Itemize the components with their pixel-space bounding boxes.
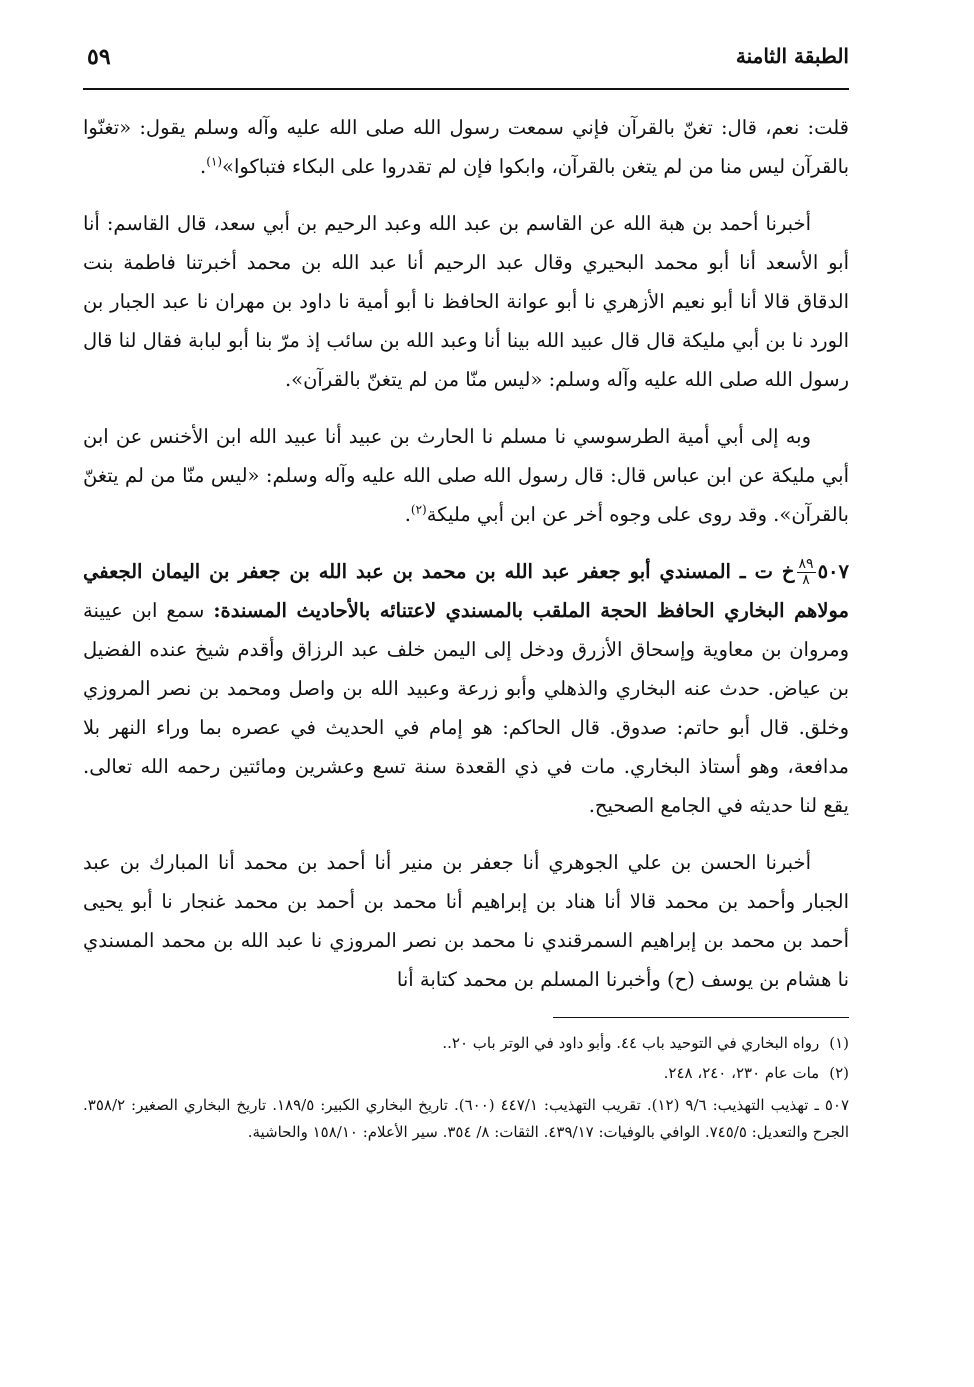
paragraph-3-text: وبه إلى أبي أمية الطرسوسي نا مسلم نا الحارث بن عبيد أنا عبيد الله ابن الأخنس عن ابن أبي مليكة عن ابن عباس قال: قال رسول الله صلى الله عليه وآله وسلم: «ليس منّا من لم يتغنّ بالقرآن». وقد روى على وجوه أخر عن ابن أبي مليكة <box>83 425 849 526</box>
paragraph-1-text: قلت: نعم، قال: تغنّ بالقرآن فإني سمعت رسول الله صلى الله عليه وآله وسلم يقول: «تغنّوا بالقرآن ليس منا من لم يتغن بالقرآن، وابكوا فإن لم تقدروا على البكاء فتباكوا» <box>83 116 849 178</box>
entry-number: ٥٠٧ <box>817 560 849 583</box>
running-title: الطبقة الثامنة <box>735 44 849 68</box>
page-number: ٥٩ <box>87 44 111 70</box>
entry-fraction-denominator: ٨ <box>802 572 810 588</box>
entry-heading: خ ت ـ المسندي أبو جعفر عبد الله بن محمد بن عبد الله بن جعفر بن اليمان الجعفي مولاهم البخاري الحافظ الحجة الملقب بالمسندي لاعتنائه بالأحاديث المسندة: <box>83 560 849 622</box>
entry-fraction <box>797 557 816 588</box>
footnotes <box>83 1028 849 1088</box>
footnote-divider <box>553 1017 849 1018</box>
footnote-1-text: رواه البخاري في التوحيد باب ٤٤. وأبو داود في الوتر باب ٢٠.. <box>442 1034 820 1052</box>
source-references: ٥٠٧ ـ تهذيب التهذيب: ٩/٦ (١٢). تقريب التهذيب: ٤٤٧/١ (٦٠٠). تاريخ البخاري الكبير: ١٨٩/٥. تاريخ البخاري الصغير: ٣٥٨/٢. الجرح والتعديل: ٧٤٥/٥. الوافي بالوفيات: ٤٣٩/١٧. الثقات: ٨/ ٣٥٤. سير الأعلام: ١٥٨/١٠ والحاشية. <box>83 1096 849 1141</box>
footnote-2-marker: (٢) <box>829 1064 849 1082</box>
footnote-2 <box>83 1058 849 1088</box>
book-page <box>83 36 849 1356</box>
main-text <box>83 108 849 999</box>
footnote-ref-2: (٢) <box>410 502 427 517</box>
biography-entry <box>83 552 849 825</box>
footnote-1 <box>83 1028 849 1058</box>
paragraph-2: أخبرنا أحمد بن هبة الله عن القاسم بن عبد الله وعبد الرحيم بن أبي سعد، قال القاسم: أنا أبو الأسعد أنا أبو محمد البحيري وقال عبد الرحيم أنا عبد الله بن محمد أخبرتنا فاطمة بنت الدقاق قالا أنا أبو نعيم الأزهري نا أبو عوانة الحافظ نا أبو أمية نا داود بن مهران نا عبد الجبار بن الورد نا بن أبي مليكة قال قال عبيد الله بينا أنا وعبد الله بن سائب إذ مرّ بنا أبو لبابة فقال لنا قال رسول الله صلى الله عليه وآله وسلم: «ليس منّا من لم يتغنّ بالقرآن». <box>83 212 849 391</box>
entry-fraction-numerator: ٨٩ <box>798 556 814 572</box>
page-header <box>83 36 849 90</box>
paragraph-1-end: . <box>200 155 207 178</box>
paragraph-3 <box>83 417 849 534</box>
entry-body: سمع ابن عيينة ومروان بن معاوية وإسحاق الأزرق ودخل إلى اليمن خلف عبد الرزاق وأقدم شيخ عنده الفضيل بن عياض. حدث عنه البخاري والذهلي وأبو زرعة وعبيد الله بن واصل ومحمد بن نصر المروزي وخلق. قال أبو حاتم: صدوق. قال الحاكم: هو إمام في الحديث في عصره بما وراء النهر بلا مدافعة، وهو أستاذ البخاري. مات في ذي القعدة سنة تسع وعشرين ومائتين رحمه الله تعالى. يقع لنا حديثه في الجامع الصحيح. <box>83 599 849 817</box>
paragraph-3-end: . <box>404 503 411 526</box>
footnote-2-text: مات عام ٢٣٠، ٢٤٠، ٢٤٨. <box>663 1064 820 1082</box>
paragraph-1 <box>83 108 849 186</box>
paragraph-5: أخبرنا الحسن بن علي الجوهري أنا جعفر بن منير أنا أحمد بن محمد أنا المبارك بن عبد الجبار وأحمد بن محمد قالا أنا هناد بن إبراهيم أنا محمد بن أحمد بن محمد غنجار نا أبو يحيى أحمد بن محمد بن إبراهيم السمرقندي نا محمد بن نصر المروزي نا عبد الله بن محمد المسندي نا هشام بن يوسف (ح) وأخبرنا المسلم بن محمد كتابة أنا <box>83 851 849 991</box>
footnote-1-marker: (١) <box>829 1034 849 1052</box>
footnote-ref-1: (١) <box>206 154 223 169</box>
